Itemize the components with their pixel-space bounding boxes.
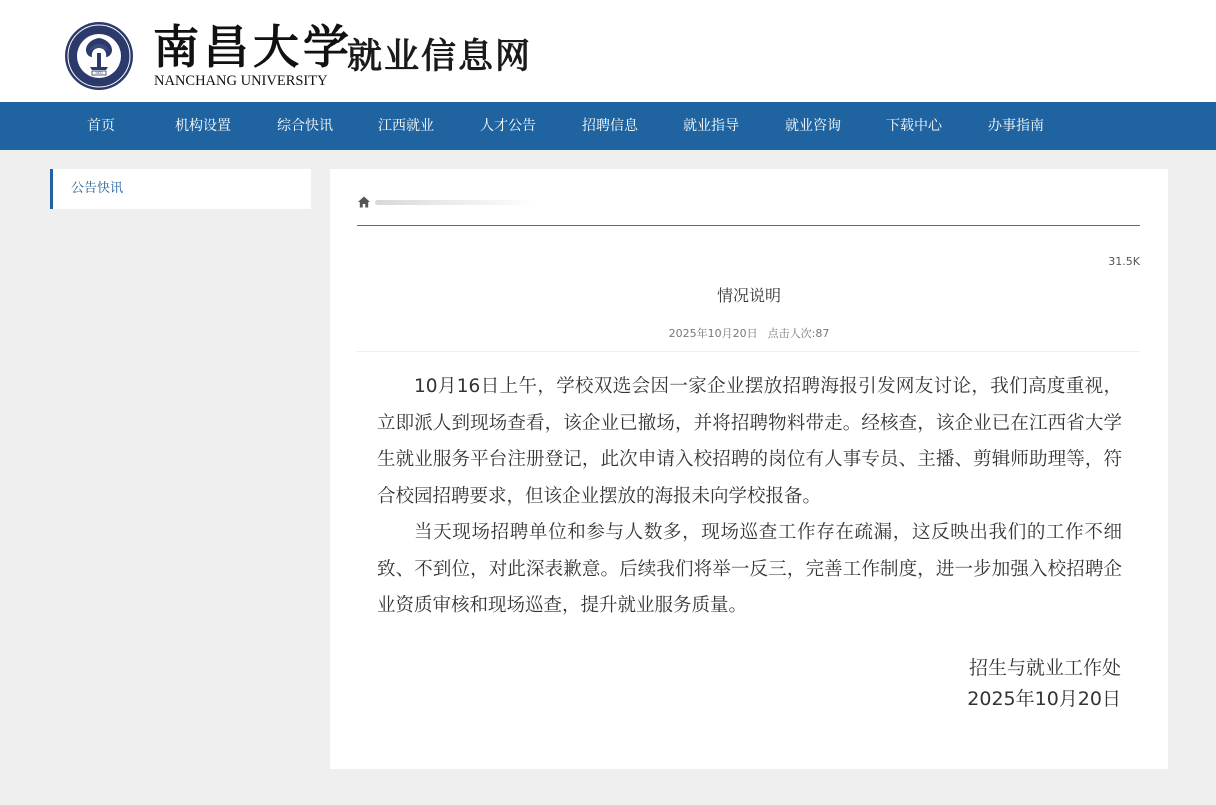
nav-item-service-guide[interactable]: 办事指南 <box>988 118 1044 134</box>
seal-year: 1921 <box>94 71 104 76</box>
nav-item-talent-notices[interactable]: 人才公告 <box>480 118 536 134</box>
article-title: 情况说明 <box>716 286 781 305</box>
university-seal-icon[interactable] <box>64 21 134 91</box>
university-name-en: NANCHANG UNIVERSITY <box>154 73 328 89</box>
nav-item-career-guidance[interactable]: 就业指导 <box>683 118 739 134</box>
article-body <box>377 369 1122 625</box>
article-meta <box>330 325 1168 341</box>
nav-item-downloads[interactable]: 下载中心 <box>886 118 942 134</box>
article-signature <box>967 653 1121 715</box>
main-nav <box>0 102 1216 150</box>
article-paragraph: 当天现场招聘单位和参与人数多，现场巡查工作存在疏漏，这反映出我们的工作不细致、不到位，对此深表歉意。后续我们将举一反三，完善工作制度，进一步加强入校招聘企业资质审核和现场巡查，提升就业服务质量。 <box>377 522 1122 616</box>
view-count: 点击人次:87 <box>767 327 830 340</box>
breadcrumb <box>357 193 537 211</box>
university-name-cn[interactable]: 南昌大学 <box>153 20 353 74</box>
signature-org: 招生与就业工作处 <box>968 657 1121 679</box>
breadcrumb-divider <box>357 225 1140 226</box>
nav-item-news[interactable]: 综合快讯 <box>277 118 333 134</box>
file-size: 31.5K <box>1108 255 1140 268</box>
site-header <box>0 0 1216 102</box>
nav-item-recruitment-info[interactable]: 招聘信息 <box>582 118 638 134</box>
breadcrumb-trail <box>375 200 535 205</box>
article-paragraph: 10月16日上午，学校双选会因一家企业摆放招聘海报引发网友讨论，我们高度重视，立即派人到现场查看，该企业已撤场，并将招聘物料带走。经核查，该企业已在江西省大学生就业服务平台注册登记，此次申请入校招聘的岗位有人事专员、主播、剪辑师助理等，符合校园招聘要求，但该企业摆放的海报未向学校报备。 <box>377 376 1122 507</box>
nav-item-organization[interactable]: 机构设置 <box>175 118 231 134</box>
site-title[interactable]: 就业信息网 <box>347 37 533 77</box>
nav-item-home[interactable]: 首页 <box>87 118 115 134</box>
nav-item-jiangxi-employment[interactable]: 江西就业 <box>378 118 434 134</box>
sidebar-item-announcements[interactable] <box>50 169 311 209</box>
article-panel <box>330 169 1168 769</box>
home-icon[interactable] <box>357 195 371 209</box>
sidebar-item-label: 公告快讯 <box>71 181 124 196</box>
nav-item-employment-consulting[interactable]: 就业咨询 <box>785 118 841 134</box>
publish-date: 2025年10月20日 <box>668 327 758 340</box>
signature-date: 2025年10月20日 <box>967 688 1121 710</box>
meta-divider <box>357 351 1140 352</box>
